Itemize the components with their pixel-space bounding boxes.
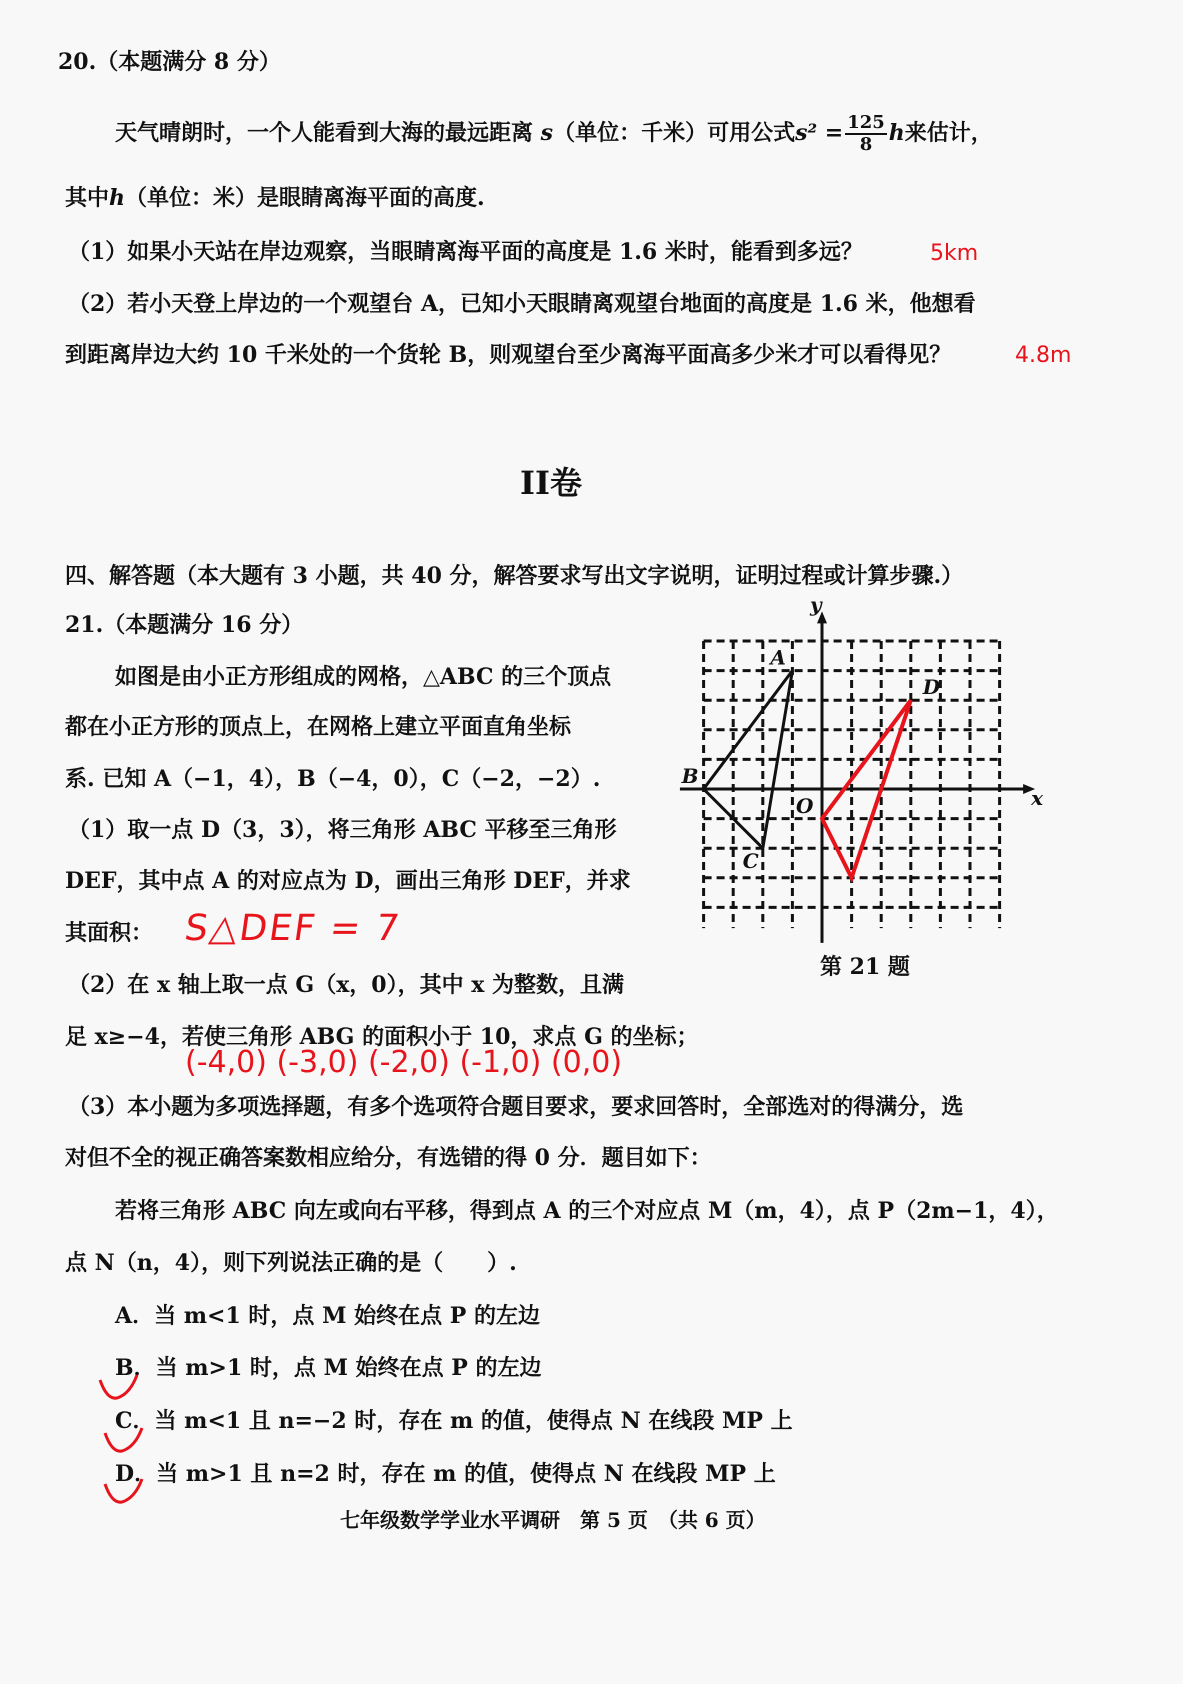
q20-part2-line1: （2）若小天登上岸边的一个观望台 A，已知小天眼睛离观望台地面的高度是 1.6 米，他想看 bbox=[68, 291, 976, 317]
q21-part3-stem1: 若将三角形 ABC 向左或向右平移，得到点 A 的三个对应点 M（m，4），点 P（2m−1，4）， bbox=[115, 1198, 1059, 1224]
coordinate-grid-figure bbox=[670, 600, 1060, 950]
q21-part3-line2: 对但不全的视正确答案数相应给分，有选错的得 0 分．题目如下： bbox=[65, 1145, 712, 1171]
q20-part2-answer: 4.8m bbox=[1015, 343, 1072, 368]
q20-part1: （1）如果小天站在岸边观察，当眼睛离海平面的高度是 1.6 米时，能看到多远？ bbox=[68, 239, 863, 265]
label-d: D bbox=[922, 675, 941, 700]
label-o: O bbox=[796, 794, 814, 818]
formula-h: h bbox=[888, 120, 905, 146]
option-d: D．当 m>1 且 n=2 时，存在 m 的值，使得点 N 在线段 MP 上 bbox=[115, 1461, 776, 1487]
q21-intro-2: 都在小正方形的顶点上，在网格上建立平面直角坐标 bbox=[65, 714, 572, 740]
q21-part2-answer: (-4,0) (-3,0) (-2,0) (-1,0) (0,0) bbox=[185, 1045, 623, 1080]
q21-intro-1: 如图是由小正方形组成的网格，△ABC 的三个顶点 bbox=[115, 664, 612, 690]
q20-intro-text-3: 来估计， bbox=[904, 120, 993, 146]
q21-part1-answer: S△DEF = 7 bbox=[182, 908, 404, 949]
q21-part2-line2: 足 x≥−4，若使三角形 ABG 的面积小于 10，求点 G 的坐标； bbox=[65, 1024, 699, 1050]
q21-part1-line1: （1）取一点 D（3，3），将三角形 ABC 平移至三角形 bbox=[68, 817, 617, 843]
q20-header: 20.（本题满分 8 分） bbox=[58, 49, 281, 75]
q20-part2-line2: 到距离岸边大约 10 千米处的一个货轮 B，则观望台至少离海平面高多少米才可以看得见？ bbox=[65, 342, 952, 368]
option-c: C．当 m<1 且 n=−2 时，存在 m 的值，使得点 N 在线段 MP 上 bbox=[115, 1408, 793, 1434]
formula-lhs: s² = bbox=[795, 120, 844, 146]
q21-part1-line3: 其面积： bbox=[65, 920, 154, 946]
q20-part1-answer: 5km bbox=[930, 241, 979, 266]
section4-header: 四、解答题（本大题有 3 小题，共 40 分，解答要求写出文字说明，证明过程或计算步骤.） bbox=[65, 563, 964, 589]
label-y: y bbox=[810, 600, 822, 617]
label-c: C bbox=[742, 849, 759, 874]
label-x: x bbox=[1031, 786, 1044, 810]
q20-intro bbox=[115, 113, 993, 155]
q20-intro-text-2: （单位：千米）可用公式 bbox=[553, 120, 796, 146]
formula-fraction bbox=[845, 113, 887, 155]
check-mark-icon bbox=[100, 1474, 160, 1514]
var-s: s bbox=[540, 120, 554, 146]
page-footer: 七年级数学学业水平调研 第 5 页 （共 6 页） bbox=[340, 1508, 766, 1532]
q21-header: 21.（本题满分 16 分） bbox=[65, 612, 304, 638]
q21-part1-line2: DEF，其中点 A 的对应点为 D，画出三角形 DEF，并求 bbox=[65, 868, 631, 894]
q20-line2 bbox=[65, 183, 485, 213]
q21-intro-3: 系. 已知 A（−1，4），B（−4，0），C（−2，−2）. bbox=[65, 766, 601, 792]
option-b: B．当 m>1 时，点 M 始终在点 P 的左边 bbox=[115, 1355, 542, 1381]
q21-part3-stem2: 点 N（n，4），则下列说法正确的是（ ）. bbox=[65, 1250, 517, 1276]
q21-part2-line1: （2）在 x 轴上取一点 G（x，0），其中 x 为整数，且满 bbox=[68, 972, 625, 998]
q21-part3-line1: （3）本小题为多项选择题，有多个选项符合题目要求，要求回答时，全部选对的得满分，选 bbox=[68, 1094, 964, 1120]
check-mark-icon bbox=[95, 1370, 155, 1410]
formula-numerator: 125 bbox=[847, 112, 885, 133]
formula-denominator: 8 bbox=[859, 134, 873, 155]
var-h: h bbox=[109, 185, 126, 211]
option-a: A．当 m<1 时，点 M 始终在点 P 的左边 bbox=[115, 1303, 540, 1329]
section-title: II卷 bbox=[520, 464, 582, 502]
label-a: A bbox=[770, 645, 786, 670]
q20-line2-b: （单位：米）是眼睛离海平面的高度. bbox=[125, 185, 485, 211]
q20-line2-a: 其中 bbox=[65, 185, 110, 211]
q20-intro-text: 天气晴朗时，一个人能看到大海的最远距离 bbox=[115, 120, 541, 146]
label-b: B bbox=[681, 764, 699, 788]
check-mark-icon bbox=[100, 1423, 160, 1463]
figure-caption: 第 21 题 bbox=[820, 954, 910, 980]
